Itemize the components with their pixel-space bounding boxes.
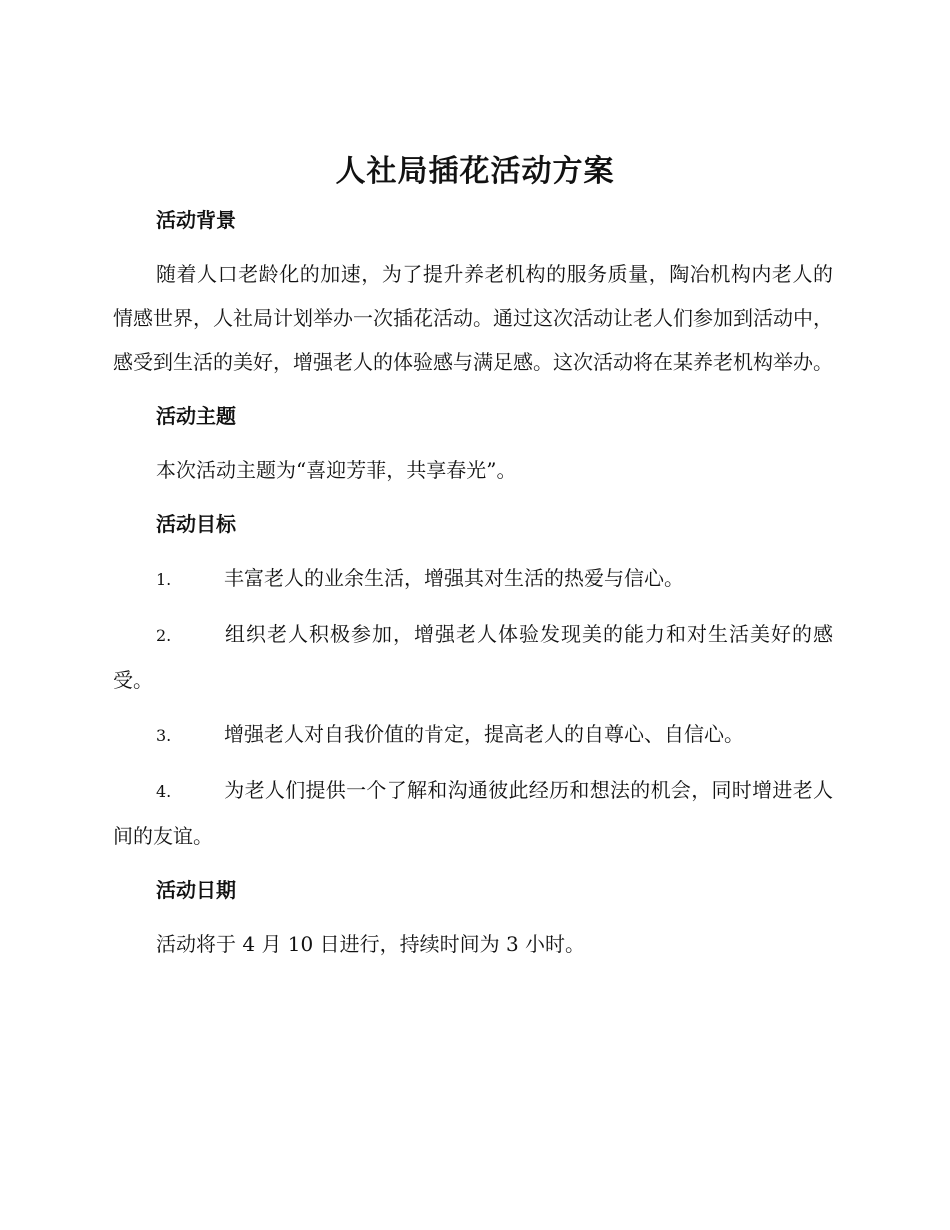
- goal-item-number: 4.: [156, 782, 172, 801]
- section-heading-date: 活动日期: [156, 878, 236, 902]
- section-paragraph-date: 活动将于 4 月 10 日进行，持续时间为 3 小时。: [156, 932, 586, 956]
- goal-item-number: 3.: [156, 726, 172, 745]
- document-body: [113, 198, 833, 966]
- section-paragraph-theme: 本次活动主题为“喜迎芳菲，共享春光”。: [156, 458, 517, 482]
- document-title: 人社局插花活动方案: [335, 154, 615, 189]
- goal-item: [113, 612, 833, 702]
- goal-item: [113, 556, 833, 602]
- goal-item-number: 2.: [156, 626, 172, 645]
- section-heading-theme: 活动主题: [156, 404, 236, 428]
- goal-item-text: 丰富老人的业余生活，增强其对生活的热爱与信心。: [224, 566, 684, 590]
- goal-item: [113, 768, 833, 858]
- goal-item-number: 1.: [156, 570, 172, 589]
- goal-item-text: 增强老人对自我价值的肯定，提高老人的自尊心、自信心。: [224, 722, 744, 746]
- goal-item: [113, 712, 833, 758]
- goal-item-text: 为老人们提供一个了解和沟通彼此经历和想法的机会，同时增进老人间的友谊。: [113, 778, 833, 848]
- section-heading-background: 活动背景: [156, 208, 236, 232]
- goal-item-text: 组织老人积极参加，增强老人体验发现美的能力和对生活美好的感受。: [113, 622, 833, 692]
- section-paragraph-background: 随着人口老龄化的加速，为了提升养老机构的服务质量，陶冶机构内老人的情感世界，人社局计划举办一次插花活动。通过这次活动让老人们参加到活动中，感受到生活的美好，增强老人的体验感与满足感。这次活动将在某养老机构举办。: [113, 262, 833, 374]
- section-heading-goals: 活动目标: [156, 512, 236, 536]
